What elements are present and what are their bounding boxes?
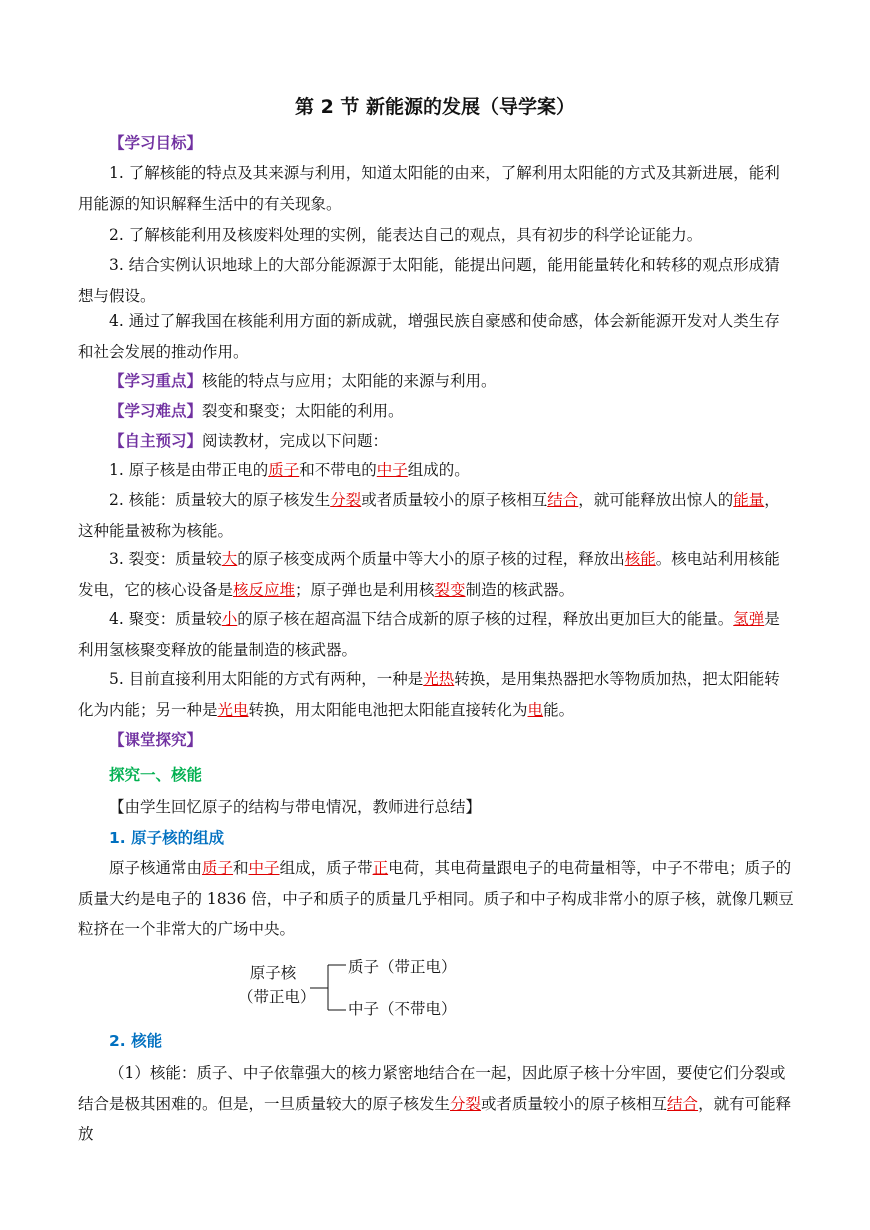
question-1: 1. 原子核是由带正电的质子和不带电的中子组成的。 bbox=[109, 461, 470, 479]
question-2: 2. 核能：质量较大的原子核发生分裂或者质量较小的原子核相互结合，就可能释放出惊人的能量，这种能量被称为核能。 bbox=[78, 491, 780, 540]
explore-1-title: 探究一、核能 bbox=[109, 766, 203, 784]
answer-blank: 质子 bbox=[268, 461, 300, 479]
pre-tag: 【自主预习】 bbox=[109, 432, 203, 450]
neutron-label: 中子（不带电） bbox=[348, 1000, 457, 1018]
goal-3: 3. 结合实例认识地球上的大部分能源源于太阳能，能提出问题，能用能量转化和转移的观点形成猜想与假设。 bbox=[78, 256, 780, 305]
goals-tag: 【学习目标】 bbox=[109, 134, 203, 152]
answer-blank: 中子 bbox=[248, 859, 280, 877]
answer-blank: 小 bbox=[221, 610, 238, 628]
key-text: 核能的特点与应用；太阳能的来源与利用。 bbox=[202, 372, 497, 390]
subsection-1-title: 1. 原子核的组成 bbox=[109, 829, 225, 847]
answer-blank: 正 bbox=[372, 859, 389, 877]
explore-tag: 【课堂探究】 bbox=[109, 731, 203, 749]
pre-text: 阅读教材，完成以下问题： bbox=[202, 432, 389, 450]
answer-blank: 能量 bbox=[733, 491, 765, 509]
answer-blank: 结合 bbox=[547, 491, 579, 509]
explore-heading bbox=[109, 725, 795, 756]
diff-text: 裂变和聚变；太阳能的利用。 bbox=[202, 402, 404, 420]
answer-blank: 质子 bbox=[202, 859, 234, 877]
goal-4: 4. 通过了解我国在核能利用方面的新成就，增强民族自豪感和使命感，体会新能源开发对人类生存和社会发展的推动作用。 bbox=[78, 312, 780, 361]
answer-blank: 分裂 bbox=[450, 1094, 482, 1113]
answer-blank: 光电 bbox=[217, 700, 249, 719]
answer-blank: 核能 bbox=[624, 550, 656, 568]
answer-blank: 裂变 bbox=[434, 580, 466, 599]
difficult-points bbox=[109, 396, 795, 427]
review-note: 【由学生回忆原子的结构与带电情况，教师进行总结】 bbox=[109, 798, 482, 816]
answer-blank: 结合 bbox=[667, 1094, 699, 1113]
goal-1: 1. 了解核能的特点及其来源与利用，知道太阳能的由来，了解利用太阳能的方式及其新进展，能利用能源的知识解释生活中的有关现象。 bbox=[78, 164, 780, 213]
nucleus-label: 原子核 （带正电） bbox=[238, 964, 316, 1006]
question-4: 4. 聚变：质量较小的原子核在超高温下结合成新的原子核的过程，释放出更加巨大的能量。氢弹是利用氢核聚变释放的能量制造的核武器。 bbox=[78, 610, 780, 659]
answer-blank: 核反应堆 bbox=[233, 580, 296, 599]
answer-blank: 氢弹 bbox=[733, 610, 765, 628]
page-title: 第 2 节 新能源的发展（导学案） bbox=[294, 96, 576, 118]
bracket-lines bbox=[308, 955, 348, 1025]
paragraph-nuclear-energy: （1）核能：质子、中子依靠强大的核力紧密地结合在一起，因此原子核十分牢固，要使它们分裂或结合是极其困难的。但是，一旦质量较大的原子核发生分裂或者质量较小的原子核相互结合，就有可能释放 bbox=[78, 1064, 792, 1143]
answer-blank: 中子 bbox=[376, 461, 408, 479]
question-5: 5. 目前直接利用太阳能的方式有两种，一种是光热转换，是用集热器把水等物质加热，把太阳能转化为内能；另一种是光电转换，用太阳能电池把太阳能直接转化为电能。 bbox=[78, 670, 780, 719]
proton-label: 质子（带正电） bbox=[348, 958, 457, 976]
answer-blank: 大 bbox=[221, 550, 238, 568]
diff-tag: 【学习难点】 bbox=[109, 402, 203, 420]
answer-blank: 电 bbox=[527, 700, 544, 719]
answer-blank: 光热 bbox=[423, 670, 455, 688]
question-3: 3. 裂变：质量较大的原子核变成两个质量中等大小的原子核的过程，释放出核能。核电站利用核能发电，它的核心设备是核反应堆；原子弹也是利用核裂变制造的核武器。 bbox=[78, 550, 780, 599]
nucleus-structure-diagram bbox=[238, 955, 468, 1025]
goals-heading bbox=[109, 128, 795, 159]
subsection-2-title: 2. 核能 bbox=[109, 1032, 163, 1050]
key-tag: 【学习重点】 bbox=[109, 372, 203, 390]
key-points bbox=[109, 366, 795, 397]
goal-2: 2. 了解核能利用及核废料处理的实例，能表达自己的观点，具有初步的科学论证能力。 bbox=[109, 226, 703, 244]
paragraph-nucleus: 原子核通常由质子和中子组成，质子带正电荷，其电荷量跟电子的电荷量相等，中子不带电；质子的质量大约是电子的 1836 倍，中子和质子的质量几乎相同。质子和中子构成非常小的原子核，就像几颗豆粒挤在一个非常大的广场中央。 bbox=[78, 859, 794, 938]
answer-blank: 分裂 bbox=[330, 491, 362, 509]
preview-heading bbox=[109, 426, 795, 457]
